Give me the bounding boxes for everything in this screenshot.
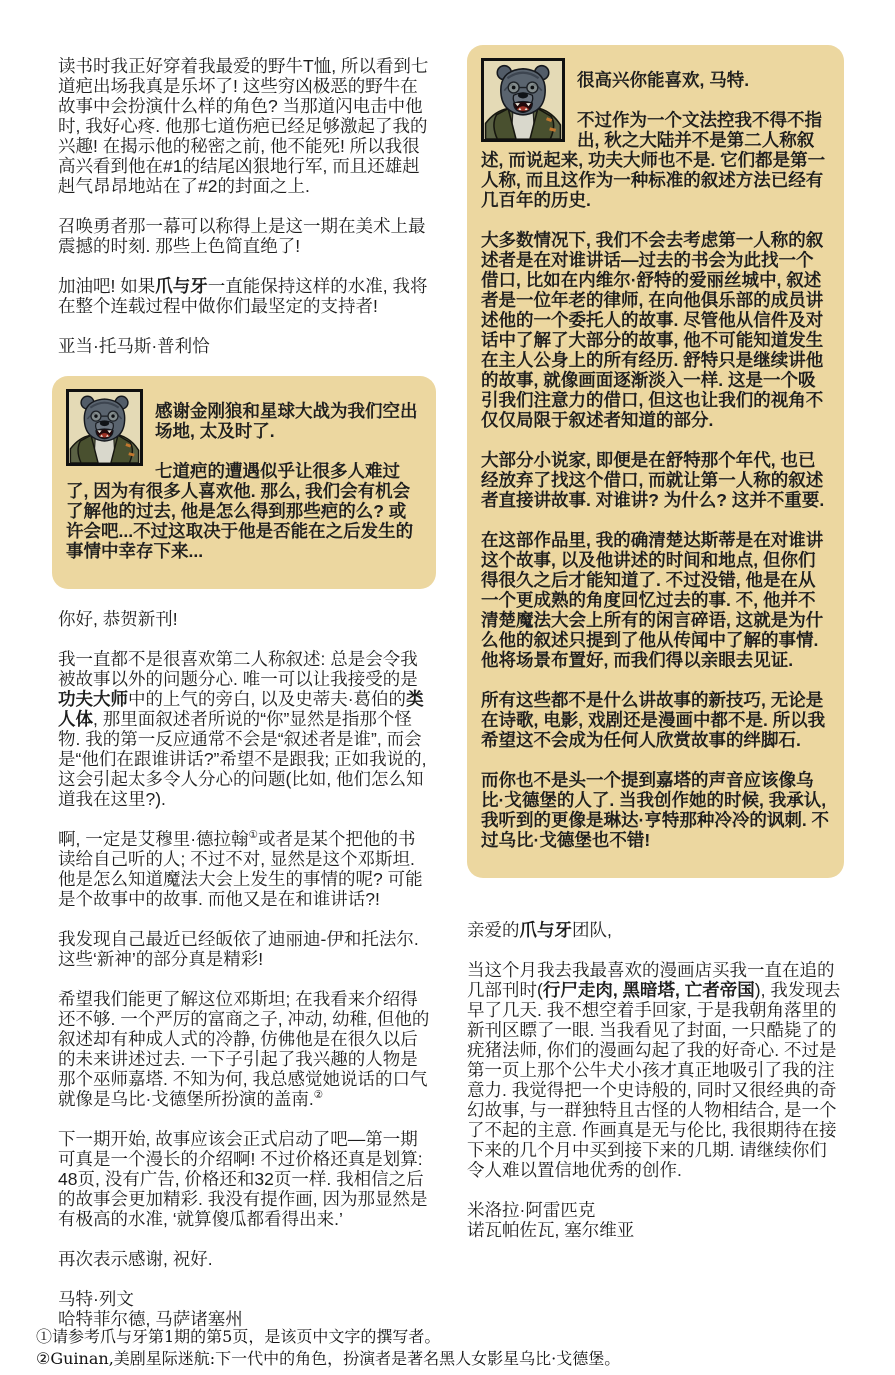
letter-signature [467,1200,844,1240]
reply-paragraph: 在这部作品里, 我的确清楚达斯蒂是在对谁讲这个故事, 以及他讲述的时间和地点, 但你们得很久之后才能知道了. 不过没错, 他是在从一个更成熟的角度回忆过去的事. 不, 他并不清楚魔法大会上所有的闲言碎语, 这就是为什么他的叙述只提到了他从传闻中了解的事情. 他将场景布置好, 而我们得以亲眼去见证. [481,530,824,670]
signature-line: 亚当·托马斯·普利恰 [58,336,210,356]
reply-paragraph: 不过作为一个文法控我不得不指出, 秋之大陆并不是第二人称叙述, 而说起来, 功夫大师也不是. 它们都是第一人称, 而且这作为一种标准的叙述方法已经有几百年的历史. [481,110,826,210]
letter-paragraph: 加油吧! 如果爪与牙一直能保持这样的水准, 我将在整个连载过程中做你们最坚定的支持者! [58,276,428,316]
footnote-line: ①请参考爪与牙第1期的第5页，是该页中文字的撰写者。 [36,1327,441,1346]
footnotes-block [36,1326,886,1370]
emphasized-title: 功夫大师 [58,689,128,709]
emphasized-title: 秋之大陆 [604,130,675,150]
footnote-ref: ① [248,829,258,842]
signature-line: 马特·列文 [58,1289,134,1309]
letter-paragraph: 再次表示感谢, 祝好. [58,1249,213,1269]
reply-paragraph: 而你也不是头一个提到嘉塔的声音应该像乌比·戈德堡的人了. 当我创作她的时候, 我承认, 我听到的更像是琳达·亨特那种冷冷的讽刺. 不过乌比·戈德堡也不错! [481,770,830,850]
reply-paragraph: 很高兴你能喜欢, 马特. [577,70,750,90]
reply-paragraph: 所有这些都不是什么讲故事的新技巧, 无论是在诗歌, 电影, 戏剧还是漫画中都不是. 所以我希望这不会成为任何人欣赏故事的绊脚石. [481,690,826,750]
letter-paragraph: 下一期开始, 故事应该会正式启动了吧—第一期可真是一个漫长的介绍啊! 不过价格还真是划算: 48页, 没有广告, 价格还和32页一样. 我相信之后的故事会更加精彩. 我没有提作画, 因为那显然是有极高的水准, ‘就算傻瓜都看得出来.’ [58,1129,428,1229]
signature-line: 诺瓦帕佐瓦, 塞尔维亚 [467,1220,635,1240]
emphasized-title: 爪与牙 [519,920,572,940]
letter-paragraph: 当这个月我去我最喜欢的漫画店买我一直在追的几部刊时(行尸走肉, 黑暗塔, 亡者帝国), 我发现去早了几天. 我不想空着手回家, 于是我朝角落里的新刊区瞟了一眼. 当我看见了封面, 一只酷毙了的疣猪法师, 你们的漫画勾起了我的好奇心. 不过是第一页上那个公牛犬小孩才真正地吸引了我的注意力. 我觉得把一个史诗般的, 同时又很经典的奇幻故事, 与一群独特且古怪的人物相结合, 是一个了不起的主意. 作画真是无与伦比, 我很期待在接下来的几个月中买到接下来的几期. 请继续你们令人难以置信地优秀的创作. [467,960,841,1180]
reply-paragraph: 大多数情况下, 我们不会去考虑第一人称的叙述者是在对谁讲话—过去的书会为此找一个借口, 比如在内维尔·舒特的爱丽丝城中, 叙述者是一位年老的律师, 在向他俱乐部的成员讲述他的一个委托人的故事. 尽管他从信件及对话中了解了大部分的故事, 他不可能知道发生在主人公身上的所有经历. 舒特只是继续讲他的故事, 就像画面逐渐淡入一样. 这是一个吸引我们注意力的借口, 但这也让我们的视角不仅仅局限于叙述者知道的部分. [481,230,824,430]
signature-line: 哈特菲尔德, 马萨诸塞州 [58,1309,243,1329]
letter-paragraph: 读书时我正好穿着我最爱的野牛T恤, 所以看到七道疤出场我真是乐坏了! 这些穷凶极恶的野牛在故事中会扮演什么样的角色? 当那道闪电击中他时, 我好心疼. 他那七道伤疤已经足够激起了我的兴趣! 在揭示他的秘密之前, 他不能死! 所以我很高兴看到他在#1的结尾凶狠地行军, 而且还雄赳赳气昂昂地站在了#2的封面之上. [58,56,429,196]
emphasized-title: 功夫大师 [587,150,658,170]
footnote-ref: ② [313,1089,324,1102]
reply-paragraph: 感谢金刚狼和星球大战为我们空出场地, 太及时了. [155,401,418,441]
editor-reply-box [467,45,844,878]
reply-paragraph: 七道疤的遭遇似乎让很多人难过了, 因为有很多人喜欢他. 那么, 我们会有机会了解他的过去, 他是怎么得到那些疤的么? 或许会吧...不过这取决于他是否能在之后发生的事情中幸存下来... [66,461,414,561]
bear-avatar [66,389,143,466]
signature-line: 米洛拉·阿雷匹克 [467,1200,596,1220]
bear-avatar [481,58,565,142]
reply-paragraph: 大部分小说家, 即便是在舒特那个年代, 也已经放弃了找这个借口, 而就让第一人称的叙述者直接讲故事. 对谁讲? 为什么? 这并不重要. [481,450,825,510]
emphasized-title: 行尸走肉, 黑暗塔, 亡者帝国 [542,980,755,1000]
emphasized-title: 类人体 [58,689,424,729]
left-column [58,0,430,1329]
letter-paragraph: 召唤勇者那一幕可以称得上是这一期在美术上最震撼的时刻. 那些上色简直绝了! [58,216,426,256]
letter-paragraph: 啊, 一定是艾穆里·德拉翰①或者是某个把他的书读给自己听的人; 不过不对, 显然是这个邓斯坦. 他是怎么知道魔法大会上发生的事情的呢? 可能是个故事中的故事. 而他又是在和谁讲话?! [58,829,423,909]
letter-paragraph: 希望我们能更了解这位邓斯坦; 在我看来介绍得还不够. 一个严厉的富商之子, 冲动, 幼稚, 但他的叙述却有种成人式的冷静, 仿佛他是在很久以后的未来讲述过去. 一下子引起了我兴趣的人物是那个巫师嘉塔. 不知为何, 我总感觉她说话的口气就像是乌比·戈德堡所扮演的盖南.② [58,989,430,1109]
letter-signature [58,1289,430,1329]
editor-reply-box [52,376,436,589]
letter-paragraph: 我一直都不是很喜欢第二人称叙述: 总是会令我被故事以外的问题分心. 唯一可以让我接受的是功夫大师中的上气的旁白, 以及史蒂夫·葛伯的类人体, 那里面叙述者所说的“你”显然是指那个怪物. 我的第一反应通常不会是“叙述者是谁”, 而会是“他们在跟谁讲话?”希望不是跟我; 正如我说的, 这会引起太多令人分心的问题(比如, 他们怎么知道我在这里?). [58,649,427,809]
footnote-line: ②Guinan,美剧星际迷航:下一代中的角色，扮演者是著名黑人女影星乌比·戈德堡。 [36,1349,621,1368]
letter-paragraph: 亲爱的爪与牙团队, [467,920,612,940]
right-column [467,0,844,1240]
letter-paragraph: 你好, 恭贺新刊! [58,609,178,629]
letter-signature [58,336,430,356]
emphasized-title: 爱丽丝城 [689,270,760,290]
letter-paragraph: 我发现自己最近已经皈依了迪丽迪-伊和托法尔. 这些‘新神’的部分真是精彩! [58,929,419,969]
emphasized-title: 爪与牙 [155,276,208,296]
